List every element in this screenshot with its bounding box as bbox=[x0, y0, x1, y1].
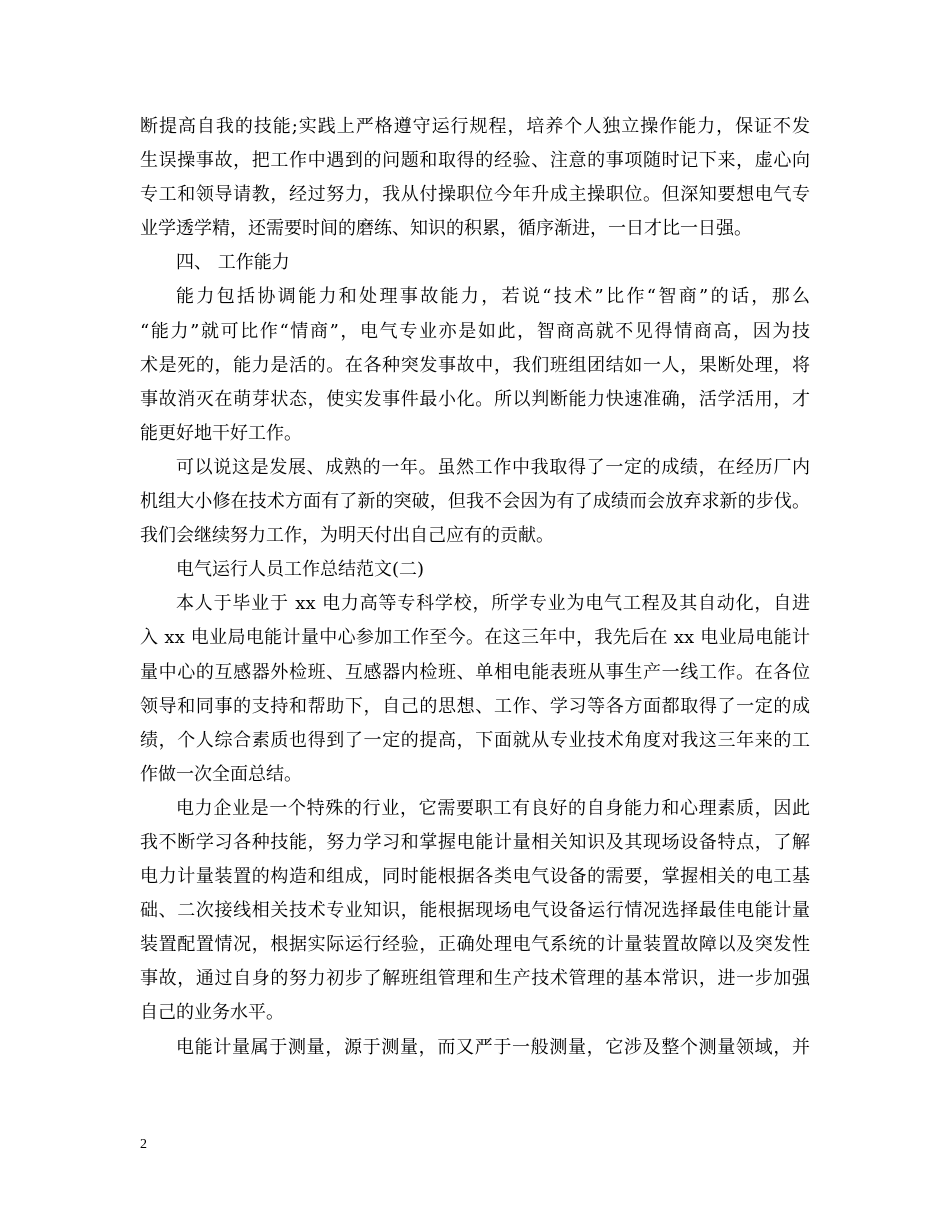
text-line: 术是死的，能力是活的。在各种突发事故中，我们班组团结如一人，果断处理，将 bbox=[140, 354, 810, 376]
text-line: “能力”就可比作“情商”，电气专业亦是如此，智商高就不见得情商高，因为技 bbox=[140, 320, 810, 342]
text-line: 电能计量属于测量，源于测量，而又严于一般测量，它涉及整个测量领域，并 bbox=[176, 1036, 810, 1058]
text-line: 我们会继续努力工作，为明天付出自己应有的贡献。 bbox=[140, 525, 554, 547]
text-line: 作做一次全面总结。 bbox=[140, 763, 302, 785]
text-line: 断提高自我的技能;实践上严格遵守运行规程，培养个人独立操作能力，保证不发 bbox=[140, 116, 810, 137]
text-line: 础、二次接线相关技术专业知识，能根据现场电气设备运行情况选择最佳电能计量 bbox=[140, 900, 810, 922]
text-line: 领导和同事的支持和帮助下，自己的思想、工作、学习等各方面都取得了一定的成 bbox=[140, 695, 810, 717]
text-line: 能力包括协调能力和处理事故能力，若说“技术”比作“智商”的话，那么 bbox=[176, 286, 810, 308]
text-line: 四、 工作能力 bbox=[176, 252, 290, 274]
text-line: 绩，个人综合素质也得到了一定的提高，下面就从专业技术角度对我这三年来的工 bbox=[140, 729, 810, 751]
text-line: 自己的业务水平。 bbox=[140, 1002, 284, 1024]
text-line: 事故消灭在萌芽状态，使实发事件最小化。所以判断能力快速准确，活学活用，才 bbox=[140, 388, 810, 410]
text-line: 业学透学精，还需要时间的磨练、知识的积累，循序渐进，一日才比一日强。 bbox=[140, 218, 752, 240]
text-line: 装置配置情况，根据实际运行经验，正确处理电气系统的计量装置故障以及突发性 bbox=[140, 934, 810, 956]
text-line: 专工和领导请教，经过努力，我从付操职位今年升成主操职位。但深知要想电气专 bbox=[140, 184, 810, 206]
text-line: 能更好地干好工作。 bbox=[140, 422, 302, 444]
page-number: 2 bbox=[140, 1137, 147, 1152]
text-line: 可以说这是发展、成熟的一年。虽然工作中我取得了一定的成绩，在经历厂内 bbox=[176, 456, 810, 478]
text-line: 量中心的互感器外检班、互感器内检班、单相电能表班从事生产一线工作。在各位 bbox=[140, 661, 810, 683]
text-line: 电气运行人员工作总结范文(二) bbox=[176, 559, 425, 581]
text-line: 本人于毕业于 xx 电力高等专科学校，所学专业为电气工程及其自动化，自进 bbox=[176, 593, 810, 615]
text-line: 入 xx 电业局电能计量中心参加工作至今。在这三年中，我先后在 xx 电业局电能计 bbox=[140, 627, 810, 649]
text-line: 电力企业是一个特殊的行业，它需要职工有良好的自身能力和心理素质，因此 bbox=[176, 797, 810, 819]
text-line: 事故，通过自身的努力初步了解班组管理和生产技术管理的基本常识，进一步加强 bbox=[140, 968, 810, 990]
text-line: 电力计量装置的构造和组成，同时能根据各类电气设备的需要，掌握相关的电工基 bbox=[140, 866, 810, 888]
document-body bbox=[140, 110, 810, 1065]
text-line: 生误操事故，把工作中遇到的问题和取得的经验、注意的事项随时记下来，虚心向 bbox=[140, 150, 810, 172]
text-line: 我不断学习各种技能，努力学习和掌握电能计量相关知识及其现场设备特点，了解 bbox=[140, 831, 810, 853]
text-line: 机组大小修在技术方面有了新的突破，但我不会因为有了成绩而会放弃求新的步伐。 bbox=[140, 491, 810, 513]
